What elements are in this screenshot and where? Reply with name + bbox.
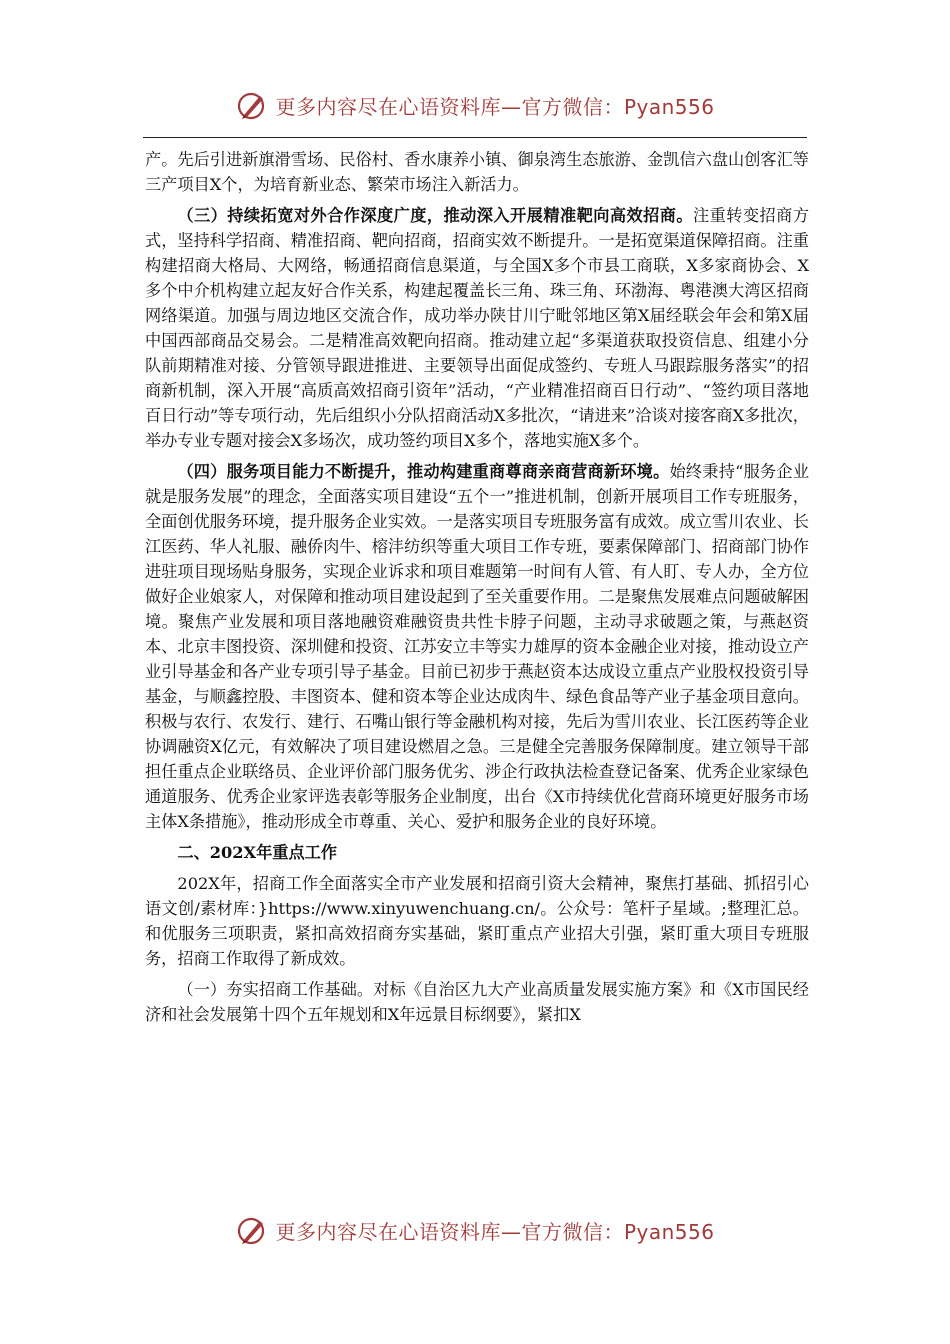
chapter-heading: 二、202X年重点工作	[177, 843, 338, 862]
paragraph: 202X年，招商工作全面落实全市产业发展和招商引资大会精神，聚焦打基础、抓招引心语文创/素材库：}https://www.xinyuwenchuang.cn/。公众号：笔杆子星域。;整理汇总。和优服务三项职责，紧扣高效招商夯实基础，紧盯重点产业招大引强，紧盯重大项目专班服务，招商工作取得了新成效。	[145, 874, 809, 968]
banner-text: 更多内容尽在心语资料库—官方微信：Pyan556	[275, 1219, 715, 1244]
paragraph: （一）夯实招商工作基础。对标《自治区九大产业高质量发展实施方案》和《X市国民经济和社会发展第十四个五年规划和X年远景目标纲要》，紧扣X	[145, 980, 809, 1024]
paragraph: 产。先后引进新旗滑雪场、民俗村、香水康养小镇、御泉湾生态旅游、金凯信六盘山创客汇等三产项目X个，为培育新业态、繁荣市场注入新活力。	[145, 150, 809, 194]
pen-logo-icon	[235, 1213, 269, 1247]
section-heading: （三）持续拓宽对外合作深度广度，推动深入开展精准靶向高效招商。	[177, 206, 694, 225]
pen-logo-icon	[235, 88, 269, 122]
header-divider	[143, 137, 807, 138]
document-body	[145, 147, 809, 1033]
header-banner	[0, 80, 950, 130]
banner-text: 更多内容尽在心语资料库—官方微信：Pyan556	[275, 94, 715, 119]
footer-banner	[0, 1205, 950, 1255]
paragraph: （三）持续拓宽对外合作深度广度，推动深入开展精准靶向高效招商。注重转变招商方式，坚持科学招商、精准招商、靶向招商，招商实效不断提升。一是拓宽渠道保障招商。注重构建招商大格局、大网络，畅通招商信息渠道，与全国X多个市县工商联，X多家商协会、X多个中介机构建立起友好合作关系，构建起覆盖长三角、珠三角、环渤海、粤港澳大湾区招商网络渠道。加强与周边地区交流合作，成功举办陕甘川宁毗邻地区第X届经联会年会和第X届中国西部商品交易会。二是精准高效靶向招商。推动建立起“多渠道获取投资信息、组建小分队前期精准对接、分管领导跟进推进、主要领导出面促成签约、专班人马跟踪服务落实”的招商新机制，深入开展“高质高效招商引资年”活动，“产业精准招商百日行动”、“签约项目落地百日行动”等专项行动，先后组织小分队招商活动X多批次，“请进来”洽谈对接客商X多批次，举办专业专题对接会X多场次，成功签约项目X多个，落地实施X多个。	[145, 206, 810, 450]
section-heading: （四）服务项目能力不断提升，推动构建重商尊商亲商营商新环境。	[177, 462, 670, 481]
paragraph: （四）服务项目能力不断提升，推动构建重商尊商亲商营商新环境。始终秉持“服务企业就是服务发展”的理念，全面落实项目建设“五个一”推进机制，创新开展项目工作专班服务，全面创优服务环境，提升服务企业实效。一是落实项目专班服务富有成效。成立雪川农业、长江医药、华人礼服、融侨肉牛、榕沣纺织等重大项目工作专班，要素保障部门、招商部门协作进驻项目现场贴身服务，实现企业诉求和项目难题第一时间有人管、有人盯、专人办，全方位做好企业娘家人，对保障和推动项目建设起到了至关重要作用。二是聚焦发展难点问题破解困境。聚焦产业发展和项目落地融资难融资贵共性卡脖子问题，主动寻求破题之策，与燕赵资本、北京丰图投资、深圳健和投资、江苏安立丰等实力雄厚的资本金融企业对接，推动设立产业引导基金和各产业专项引导子基金。目前已初步于燕赵资本达成设立重点产业股权投资引导基金，与顺鑫控股、丰图资本、健和资本等企业达成肉牛、绿色食品等产业子基金项目意向。积极与农行、农发行、建行、石嘴山银行等金融机构对接，先后为雪川农业、长江医药等企业协调融资X亿元，有效解决了项目建设燃眉之急。三是健全完善服务保障制度。建立领导干部担任重点企业联络员、企业评价部门服务优劣、涉企行政执法检查登记备案、优秀企业家绿色通道服务、优秀企业家评选表彰等服务企业制度，出台《X市持续优化营商环境更好服务市场主体X条措施》，推动形成全市尊重、关心、爱护和服务企业的良好环境。	[145, 462, 810, 831]
